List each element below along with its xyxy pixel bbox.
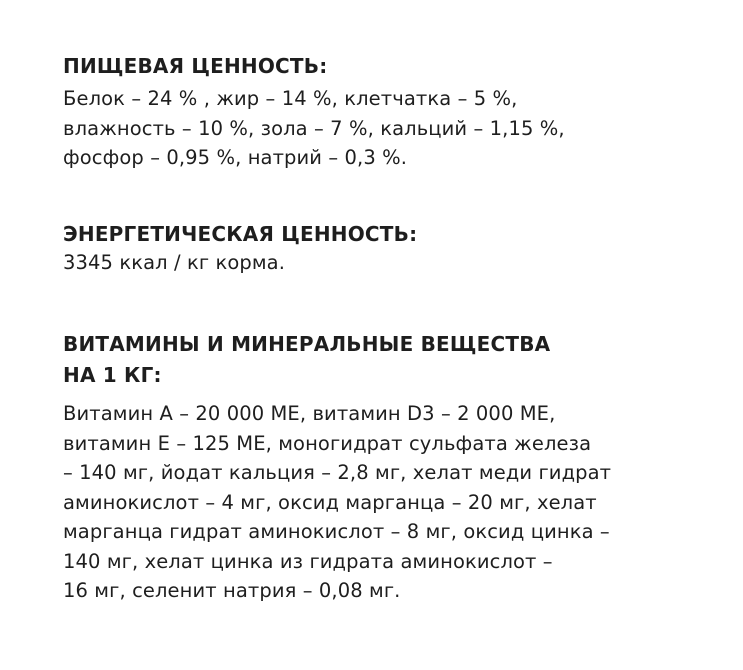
vitamins-section	[63, 329, 611, 606]
nutrition-line: влажность – 10 %, зола – 7 %, кальций – 1,15 %,	[63, 116, 565, 140]
nutrition-heading: ПИЩЕВАЯ ЦЕННОСТЬ:	[63, 54, 328, 78]
vitamins-line: 140 мг, хелат цинка из гидрата аминокислот –	[63, 549, 553, 573]
vitamins-text	[63, 399, 611, 606]
vitamins-line: витамин Е – 125 МЕ, моногидрат сульфата железа	[63, 431, 592, 455]
energy-section	[63, 220, 417, 278]
energy-line: 3345 ккал / кг корма.	[63, 251, 286, 274]
vitamins-heading-line: НА 1 КГ:	[63, 363, 162, 387]
energy-text	[63, 248, 417, 278]
vitamins-line: 16 мг, селенит натрия – 0,08 мг.	[63, 579, 401, 602]
nutrition-section	[63, 52, 565, 173]
nutrition-text	[63, 84, 565, 173]
nutrition-line: фосфор – 0,95 %, натрий – 0,3 %.	[63, 146, 408, 169]
vitamins-heading-line: ВИТАМИНЫ И МИНЕРАЛЬНЫЕ ВЕЩЕСТВА	[63, 332, 551, 356]
nutrition-line: Белок – 24 % , жир – 14 %, клетчатка – 5 %,	[63, 87, 518, 110]
vitamins-line: марганца гидрат аминокислот – 8 мг, оксид цинка –	[63, 520, 610, 543]
vitamins-line: Витамин А – 20 000 МЕ, витамин D3 – 2 000 МЕ,	[63, 402, 556, 425]
energy-heading: ЭНЕРГЕТИЧЕСКАЯ ЦЕННОСТЬ:	[63, 222, 418, 246]
vitamins-line: аминокислот – 4 мг, оксид марганца – 20 мг, хелат	[63, 490, 597, 514]
vitamins-line: – 140 мг, йодат кальция – 2,8 мг, хелат меди гидрат	[63, 461, 612, 484]
vitamins-heading	[63, 329, 611, 391]
